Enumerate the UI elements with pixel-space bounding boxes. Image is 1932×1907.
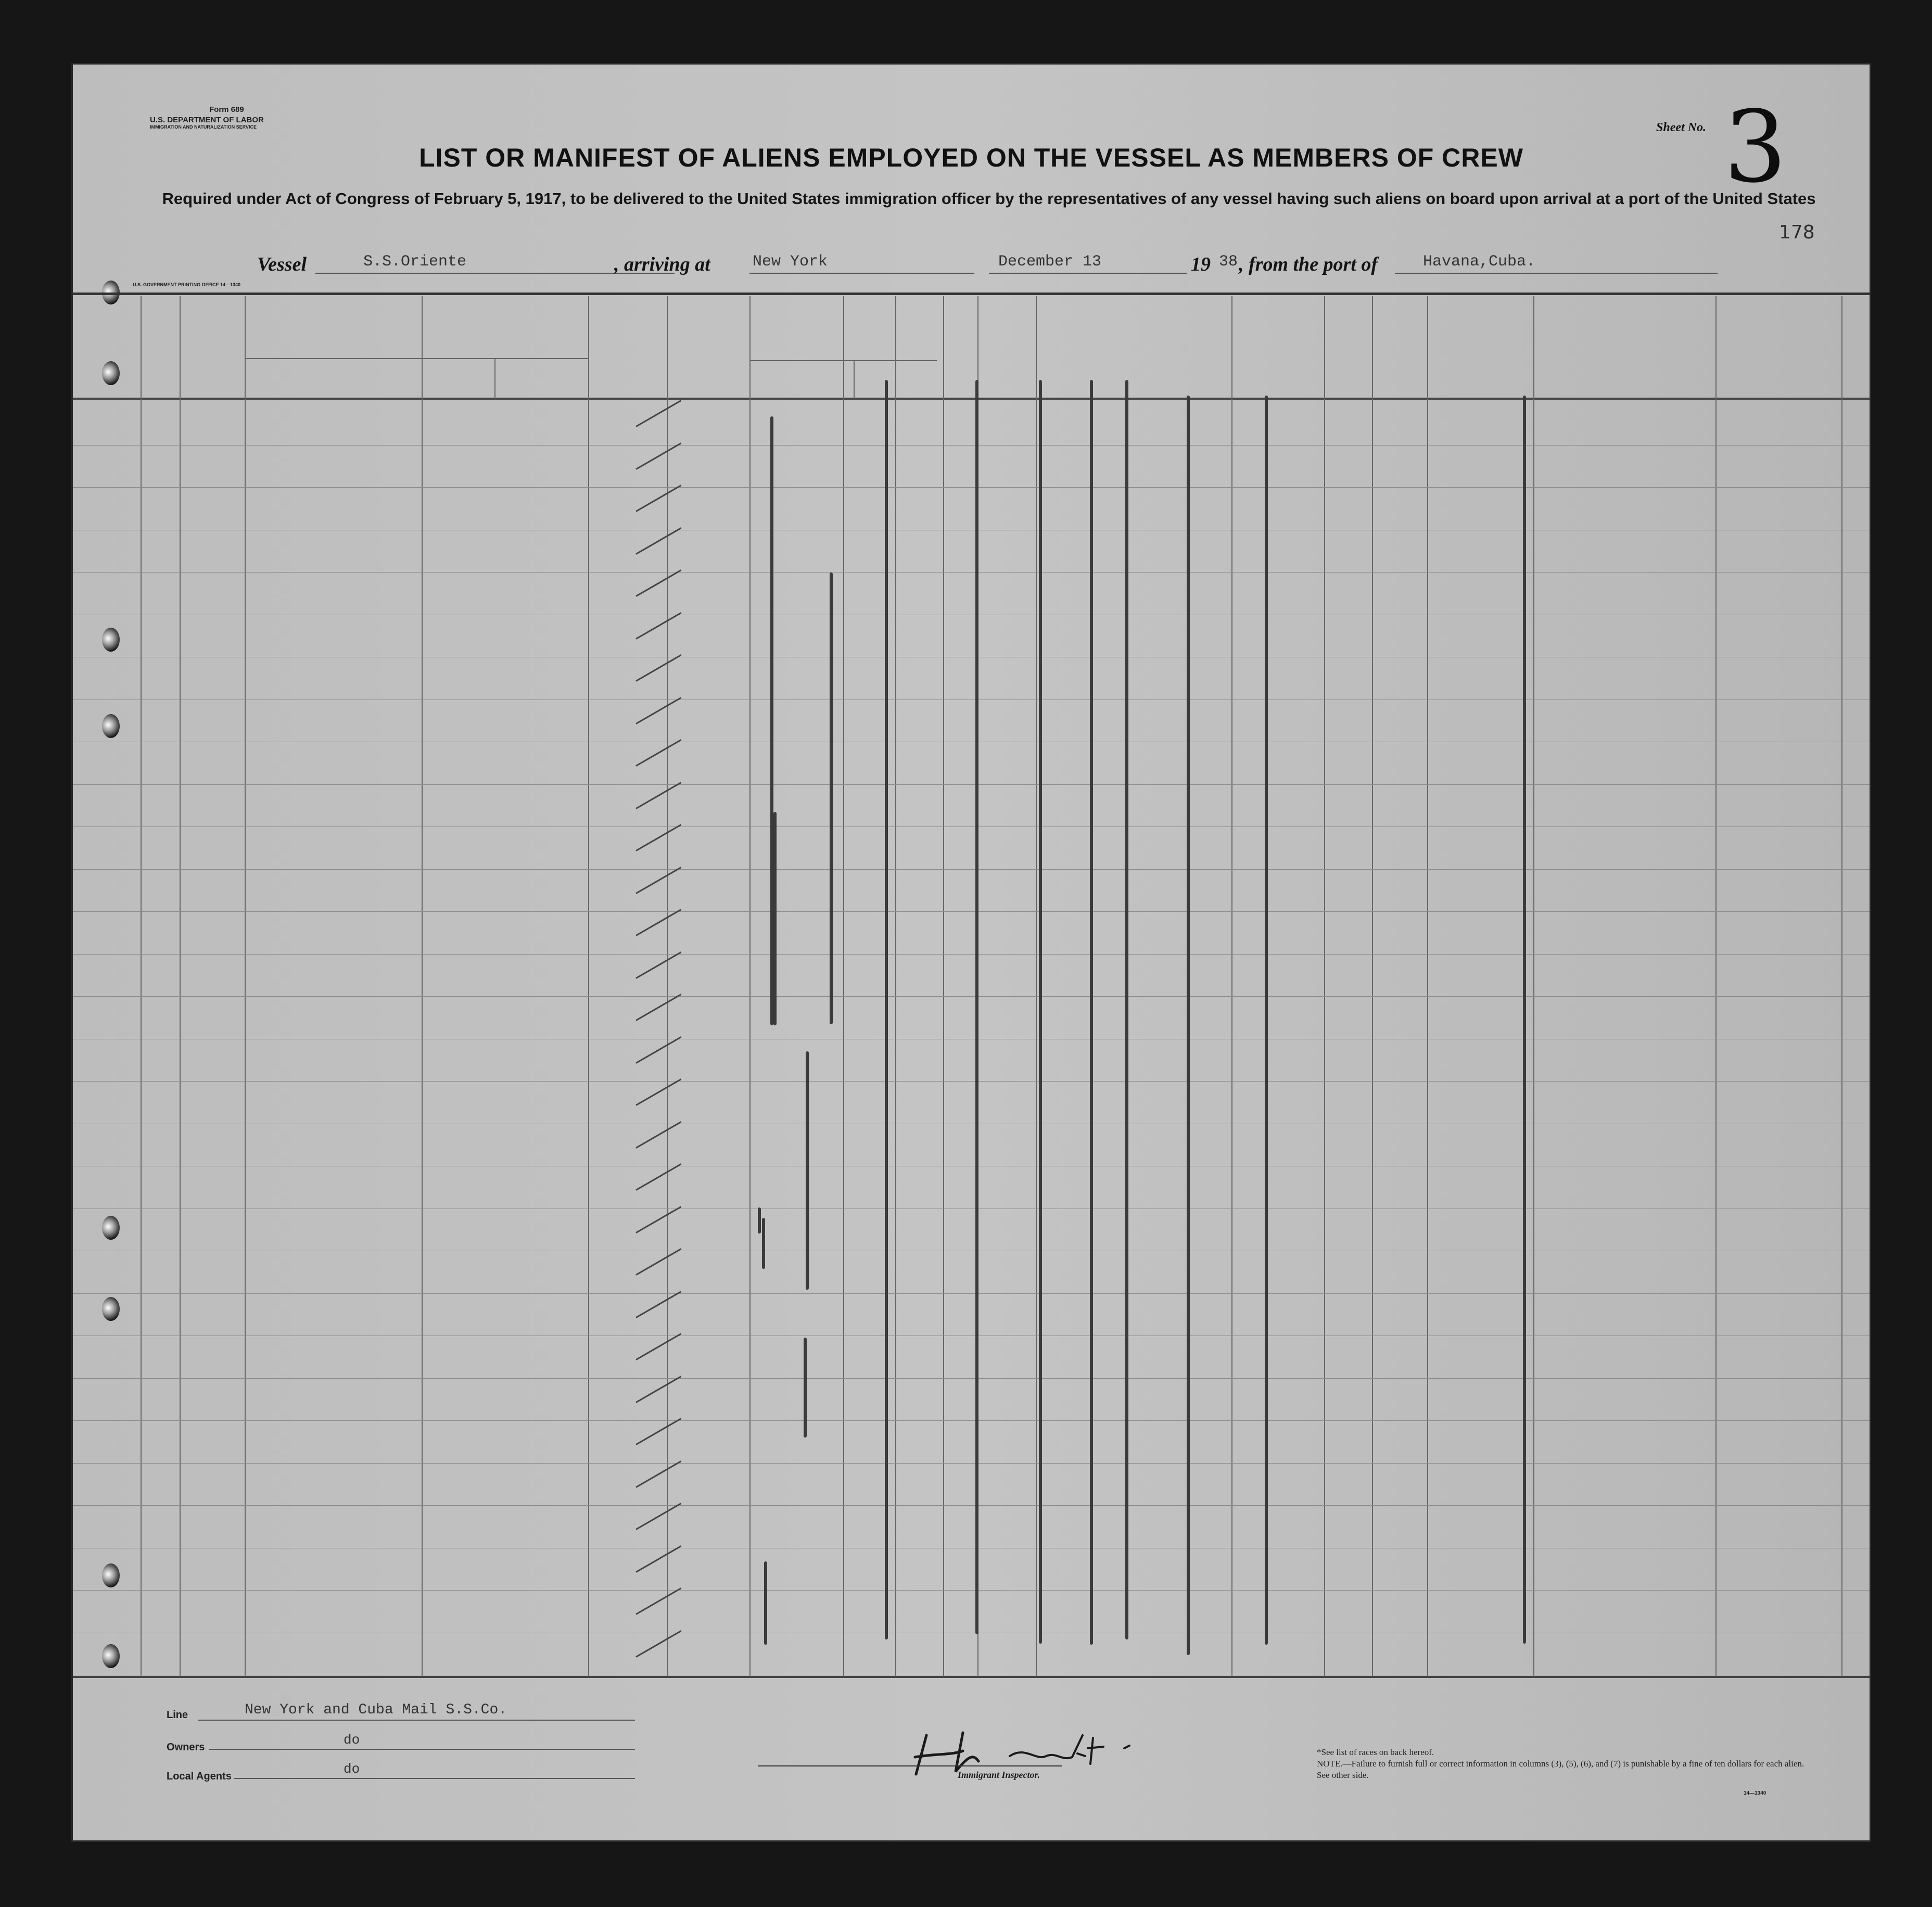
service-tick — [635, 1418, 681, 1445]
arrival-port: New York — [753, 253, 828, 271]
column-divider — [943, 296, 944, 1676]
page-subtitle: Required under Act of Congress of February 5, 1917, to be delivered to the United States immigration officer by the representatives of any vessel having such aliens on board upon arrival at a port of the United States — [162, 189, 1816, 208]
ditto-mark — [1265, 396, 1268, 1645]
punch-hole — [102, 361, 120, 385]
column-divider — [422, 296, 423, 1676]
service-tick — [635, 697, 681, 724]
ditto-mark — [885, 380, 888, 1639]
service-tick — [635, 1291, 681, 1318]
form-number: Form 689 — [209, 105, 244, 114]
service-tick — [635, 1545, 681, 1573]
owners-value: do — [344, 1732, 360, 1748]
column-divider — [1036, 296, 1037, 1676]
service-tick — [635, 485, 681, 512]
vessel-label: Vessel — [257, 253, 307, 275]
service-tick — [635, 1460, 681, 1488]
footnote-fine: NOTE.—Failure to furnish full or correct information in columns (3), (5), (6), and (7) is punishable by a fine of ten dollars for each alien. See other side. — [1317, 1759, 1804, 1780]
service-tick — [635, 1206, 681, 1234]
row-divider — [73, 1420, 1870, 1421]
ditto-mark — [762, 1218, 765, 1269]
service-tick — [635, 1630, 681, 1658]
column-divider — [1841, 296, 1842, 1676]
arrival-date: December 13 — [998, 253, 1102, 271]
service-tick — [635, 782, 681, 809]
service-tick — [635, 739, 681, 767]
row-divider — [73, 869, 1870, 870]
service: IMMIGRATION AND NATURALIZATION SERVICE — [150, 124, 257, 130]
service-tick — [635, 1248, 681, 1276]
column-divider — [895, 296, 896, 1676]
ditto-mark — [830, 573, 833, 1024]
ditto-mark — [975, 380, 978, 1634]
local-agents-label: Local Agents — [167, 1771, 232, 1782]
punch-hole — [102, 1216, 120, 1240]
service-tick — [635, 1503, 681, 1530]
service-tick — [635, 612, 681, 640]
column-divider — [843, 296, 844, 1676]
sheet-number: 3 — [1724, 90, 1787, 205]
footnote-races: *See list of races on back hereof. — [1317, 1747, 1434, 1757]
ditto-mark — [758, 1207, 761, 1234]
row-divider — [73, 572, 1870, 573]
column-divider — [180, 296, 181, 1676]
ditto-mark — [1125, 380, 1128, 1639]
column-divider — [1533, 296, 1534, 1676]
punch-hole — [102, 628, 120, 652]
row-divider — [73, 911, 1870, 912]
column-divider — [1231, 296, 1232, 1676]
service-tick — [635, 1376, 681, 1403]
arriving-label: , arriving at — [614, 253, 710, 275]
service-tick — [635, 527, 681, 555]
punch-hole — [102, 1297, 120, 1321]
row-divider — [73, 1081, 1870, 1082]
service-tick — [635, 994, 681, 1021]
row-divider — [73, 954, 1870, 955]
row-divider — [73, 784, 1870, 785]
ditto-mark — [1523, 396, 1526, 1644]
service-tick — [635, 1036, 681, 1064]
punch-hole — [102, 714, 120, 738]
service-tick — [635, 1333, 681, 1361]
row-divider — [73, 1378, 1870, 1379]
column-divider — [854, 361, 855, 399]
page-title: LIST OR MANIFEST OF ALIENS EMPLOYED ON THE VESSEL AS MEMBERS OF CREW — [419, 143, 1523, 172]
manifest-sheet — [73, 65, 1870, 1840]
service-tick — [635, 909, 681, 936]
service-tick — [635, 569, 681, 597]
service-tick — [635, 1121, 681, 1149]
service-tick — [635, 654, 681, 682]
service-tick — [635, 1078, 681, 1106]
row-divider — [73, 1463, 1870, 1464]
from-port-label: , from the port of — [1239, 253, 1378, 275]
stamp-number: 178 — [1779, 222, 1815, 243]
local-agents-value: do — [344, 1761, 360, 1777]
form-code: 14—1340 — [1744, 1790, 1766, 1796]
column-divider — [588, 296, 589, 1676]
column-divider — [1372, 296, 1373, 1676]
ditto-mark — [806, 1051, 809, 1290]
service-tick — [635, 867, 681, 894]
inspector-label: Immigrant Inspector. — [958, 1770, 1040, 1780]
column-divider — [749, 296, 751, 1676]
row-divider — [73, 445, 1870, 446]
printing-office: U.S. GOVERNMENT PRINTING OFFICE 14—1340 — [133, 282, 241, 287]
line-value: New York and Cuba Mail S.S.Co. — [245, 1702, 507, 1718]
vessel-name: S.S.Oriente — [363, 253, 467, 271]
row-divider — [73, 487, 1870, 488]
service-tick — [635, 824, 681, 851]
ditto-mark — [764, 1561, 767, 1645]
row-divider — [73, 1590, 1870, 1591]
column-divider — [494, 359, 495, 399]
column-divider — [245, 296, 246, 1676]
year-prefix: 19 — [1191, 253, 1211, 275]
service-tick — [635, 951, 681, 979]
ditto-mark — [1187, 396, 1190, 1655]
punch-hole — [102, 1644, 120, 1668]
column-divider — [1324, 296, 1325, 1676]
ditto-mark — [1090, 380, 1093, 1645]
ditto-mark — [1039, 380, 1042, 1644]
year-suffix: 38 — [1219, 253, 1238, 271]
column-divider — [1715, 296, 1717, 1676]
line-label: Line — [167, 1709, 188, 1721]
service-tick — [635, 400, 681, 427]
owners-label: Owners — [167, 1741, 205, 1753]
inspector-signature — [906, 1725, 1187, 1782]
department: U.S. DEPARTMENT OF LABOR — [150, 116, 264, 124]
sheet-number-label: Sheet No. — [1656, 121, 1706, 134]
row-divider — [73, 996, 1870, 997]
service-tick — [635, 1587, 681, 1615]
punch-hole — [102, 1563, 120, 1587]
service-tick — [635, 442, 681, 470]
column-divider — [1427, 296, 1428, 1676]
row-divider — [73, 1505, 1870, 1506]
ditto-mark — [804, 1338, 807, 1438]
service-tick — [635, 1163, 681, 1191]
ditto-mark — [773, 812, 777, 1025]
row-divider — [73, 1293, 1870, 1294]
column-divider — [141, 296, 142, 1676]
from-port: Havana,Cuba. — [1423, 253, 1536, 271]
